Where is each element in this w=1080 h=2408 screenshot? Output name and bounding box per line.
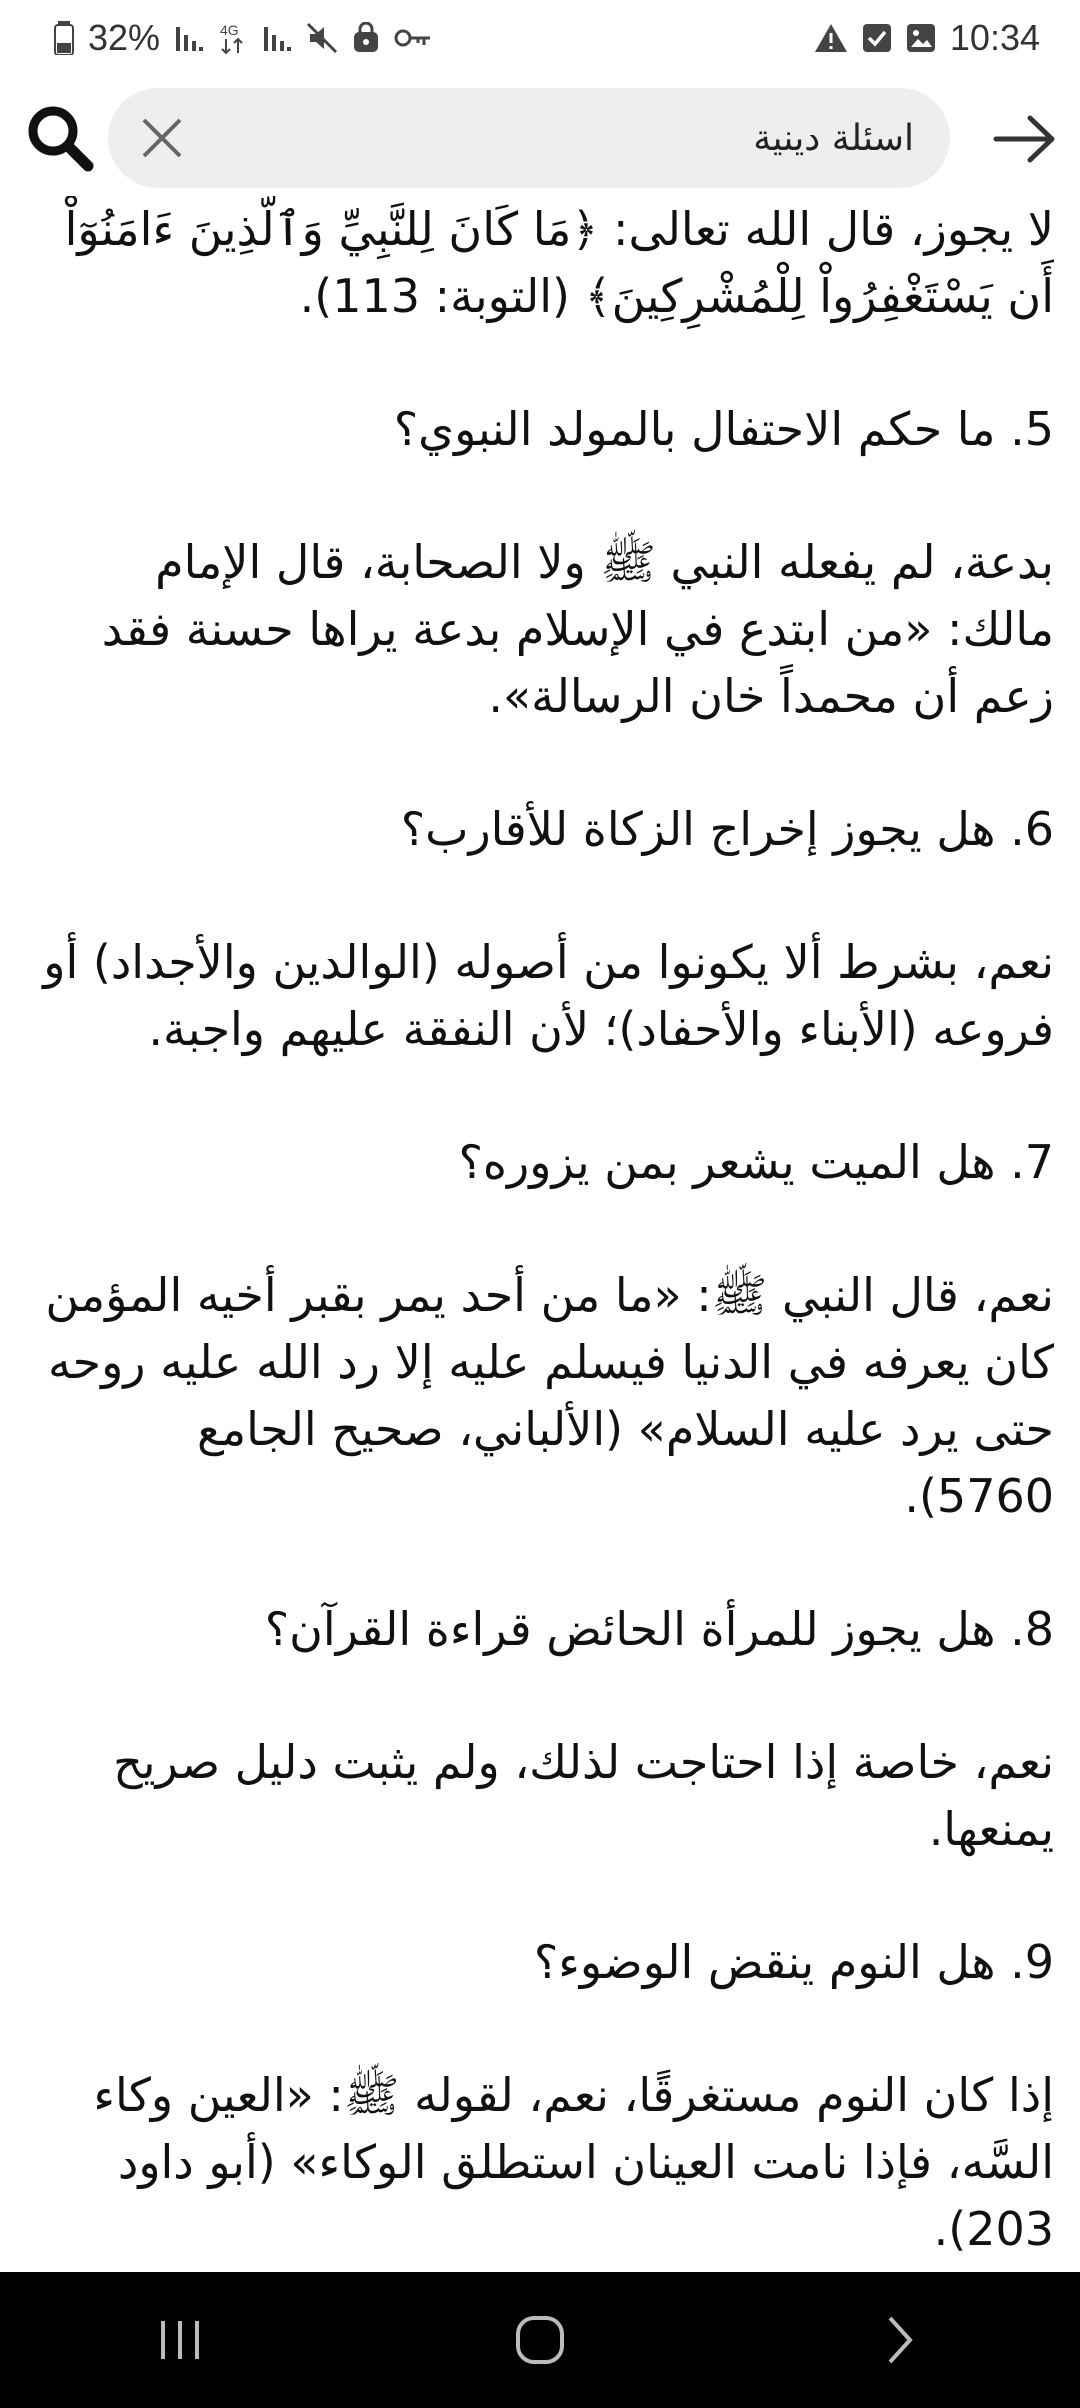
battery-icon [54, 21, 74, 55]
key-icon [394, 26, 432, 50]
search-field[interactable] [108, 88, 950, 188]
data-4g-icon [218, 21, 248, 55]
back-button[interactable] [985, 104, 1065, 174]
article-content [40, 196, 1054, 2260]
question-heading: 5. ما حكم الاحتفال بالمولد النبوي؟ [393, 402, 1054, 456]
question-heading: 8. هل يجوز للمرأة الحائض قراءة القرآن؟ [264, 1602, 1054, 1656]
status-right [814, 17, 1040, 59]
checkbox-icon [862, 23, 892, 53]
status-bar [0, 0, 1080, 76]
image-icon [906, 23, 936, 53]
clock: 10:34 [949, 17, 1040, 58]
arrow-right-icon [992, 114, 1058, 164]
signal-icon [262, 23, 292, 53]
search-icon [25, 103, 95, 173]
search-bar-row [0, 84, 1080, 192]
back-nav-button[interactable] [840, 2290, 960, 2390]
recents-icon [155, 2315, 205, 2365]
answer-text: نعم، قال النبي ﷺ: «ما من أحد يمر بقبر أخيه المؤمن كان يعرفه في الدنيا فيسلم عليه إلا رد الله عليه روحه حتى يرد عليه السلام» (الألباني، صحيح الجامع 5760). [45, 1268, 1054, 1523]
clear-search-button[interactable] [134, 110, 190, 166]
question-heading: 7. هل الميت يشعر بمن يزوره؟ [458, 1135, 1054, 1189]
alert-icon [814, 23, 848, 53]
question-heading: 6. هل يجوز إخراج الزكاة للأقارب؟ [400, 802, 1054, 856]
answer-text: نعم، بشرط ألا يكونوا من أصوله (الوالدين والأجداد) أو فروعه (الأبناء والأحفاد)؛ لأن النفقة عليهم واجبة. [43, 935, 1054, 1056]
answer-text: نعم، خاصة إذا احتاجت لذلك، ولم يثبت دليل صريح يمنعها. [113, 1735, 1054, 1856]
system-nav-bar [0, 2272, 1080, 2408]
search-button[interactable] [18, 96, 102, 180]
close-icon [140, 116, 184, 160]
signal-icon [174, 23, 204, 53]
status-left [54, 17, 432, 59]
recent-apps-button[interactable] [120, 2290, 240, 2390]
mute-icon [306, 22, 338, 54]
search-input[interactable] [234, 88, 914, 188]
battery-percent: 32% [88, 17, 161, 58]
question-heading: 9. هل النوم ينقض الوضوء؟ [533, 1935, 1054, 1989]
home-icon [512, 2312, 568, 2368]
chevron-right-icon [880, 2312, 920, 2368]
answer-text: بدعة، لم يفعله النبي ﷺ ولا الصحابة، قال الإمام مالك: «من ابتدع في الإسلام بدعة يراها حسنة فقد زعم أن محمداً خان الرسالة». [101, 535, 1054, 723]
answer-text: إذا كان النوم مستغرقًا، نعم، لقوله ﷺ: «العين وكاء السَّه، فإذا نامت العينان استطلق الوكاء» (أبو داود 203). [93, 2068, 1054, 2256]
home-button[interactable] [480, 2290, 600, 2390]
answer-text: لا يجوز، قال الله تعالى: ﴿مَا كَانَ لِلنَّبِيِّ وَٱلَّذِينَ ءَامَنُوٓاْ أَن يَسْتَغْفِرُواْ لِلْمُشْرِكِينَ﴾ (التوبة: 113). [64, 202, 1054, 323]
vpn-lock-icon [352, 22, 380, 54]
svg-text:4G: 4G [220, 22, 239, 38]
